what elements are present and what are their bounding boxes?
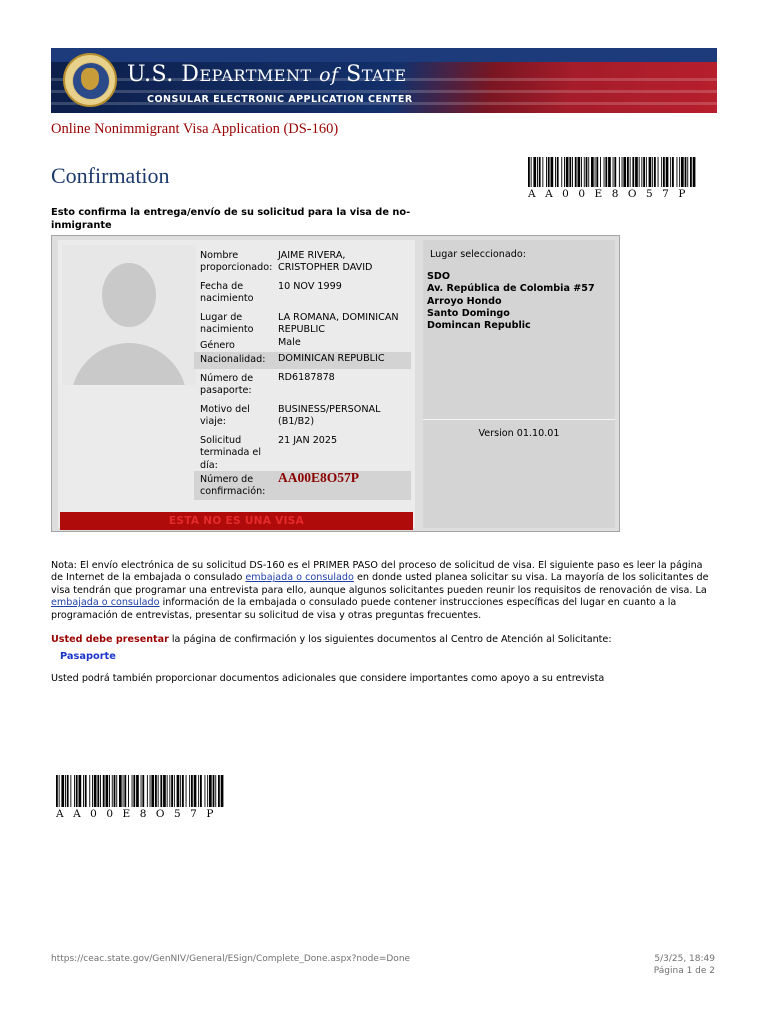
barcode-bar	[89, 775, 90, 807]
address-line: SDO	[427, 271, 451, 282]
barcode-bar	[151, 775, 154, 807]
field-nationality	[194, 352, 411, 369]
barcode-bar	[198, 775, 199, 807]
barcode-bar	[103, 775, 105, 807]
barcode-bar	[189, 775, 190, 807]
barcode-bar	[141, 775, 142, 807]
barcode-bar	[70, 775, 71, 807]
field-value: Male	[278, 337, 301, 348]
barcode-bar	[619, 157, 620, 187]
barcode-bar	[59, 775, 60, 807]
barcode-bar	[539, 157, 541, 187]
barcode-bar	[100, 775, 101, 807]
field-completed-date	[194, 429, 411, 471]
department-seal-icon	[63, 53, 117, 107]
barcode-top	[528, 157, 696, 200]
applicant-photo	[62, 245, 196, 385]
field-value: JAIME RIVERA, CRISTOPHER DAVID	[278, 250, 373, 274]
barcode-bar	[537, 157, 538, 187]
embassy-link[interactable]: embajada o consulado	[245, 572, 354, 584]
barcode-bar	[171, 775, 173, 807]
barcode-bar	[133, 775, 135, 807]
barcode-bar	[693, 157, 696, 187]
barcode-bar	[128, 775, 129, 807]
field-passport	[194, 369, 411, 401]
barcode-bars	[528, 157, 696, 187]
barcode-bar	[551, 157, 554, 187]
barcode-bar	[572, 157, 573, 187]
footer-url: https://ceac.state.gov/GenNIV/General/ESign/Complete_Done.aspx?node=Done	[51, 954, 411, 964]
field-label: Motivo del viaje:	[200, 404, 250, 428]
field-value: BUSINESS/PERSONAL (B1/B2)	[278, 404, 381, 428]
present-emphasis: Usted debe presentar	[51, 634, 169, 645]
barcode-bar	[136, 775, 139, 807]
barcode-bar	[623, 157, 626, 187]
barcode-bar	[600, 157, 601, 187]
barcode-bar	[79, 775, 82, 807]
barcode-bar	[575, 157, 577, 187]
barcode-bar	[213, 775, 215, 807]
barcode-bar	[666, 157, 669, 187]
field-birth-date	[194, 278, 411, 309]
barcode-bar	[641, 157, 642, 187]
barcode-bar	[614, 157, 616, 187]
barcode-bar	[177, 775, 180, 807]
field-label: Número de pasaporte:	[200, 373, 254, 397]
barcode-bar	[654, 157, 656, 187]
barcode-bar	[169, 775, 170, 807]
field-value: DOMINICAN REPUBLIC	[278, 353, 385, 364]
barcode-bar	[546, 157, 547, 187]
barcode-bar	[528, 157, 530, 187]
barcode-bar	[632, 157, 634, 187]
barcode-bar	[643, 157, 645, 187]
barcode-bar	[608, 157, 611, 187]
footer-meta	[654, 954, 715, 977]
barcode-bar	[591, 157, 594, 187]
embassy-link[interactable]: embajada o consulado	[51, 597, 160, 609]
barcode-bar	[561, 157, 562, 187]
location-address	[427, 271, 595, 332]
barcode-bar	[155, 775, 157, 807]
barcode-bar	[167, 775, 168, 807]
present-instructions: Usted debe presentar la página de confirmación y los siguientes documentos al Centro de Atención al Solicitante:	[51, 634, 612, 645]
barcode-bar	[581, 157, 582, 187]
barcode-bar	[652, 157, 653, 187]
barcode-bar	[215, 775, 216, 807]
barcode-bar	[635, 157, 638, 187]
required-document: Pasaporte	[60, 651, 116, 662]
print-datetime: 5/3/25, 18:49	[654, 954, 715, 964]
field-label: Género	[200, 340, 235, 351]
barcode-bar	[123, 775, 124, 807]
barcode-bar	[205, 775, 206, 807]
address-line: Domincan Republic	[427, 320, 531, 332]
barcode-bar	[119, 775, 122, 807]
barcode-bar	[74, 775, 75, 807]
barcode-bar	[180, 775, 181, 807]
barcode-bar	[200, 775, 202, 807]
barcode-bar	[557, 157, 559, 187]
barcode-bar	[569, 157, 571, 187]
barcode-bar	[97, 775, 99, 807]
barcode-bar	[584, 157, 585, 187]
barcode-bar	[85, 775, 87, 807]
note-paragraph: Nota: El envío electrónica de su solicitud DS-160 es el PRIMER PASO del proceso de solicitud de visa. El siguiente paso es leer la página de Internet de la embajada o consulado embajada o consulado en donde usted planea solicitar su visa. La mayoría de los solicitantes de visa tendrán que programar una entrevista para ello, aunque algunos solicitantes pueden reunir los requisitos de renovación de visa. La embajada o consulado información de la embajada o consulado puede contener instrucciones específicas del lugar en cuanto a la programación de entrevistas, presentar su solicitud de visa y otras preguntas frecuentes.	[51, 560, 709, 621]
barcode-bar	[65, 775, 66, 807]
barcode-bar	[182, 775, 184, 807]
barcode-bar	[92, 775, 93, 807]
center-subtitle: CONSULAR ELECTRONIC APPLICATION CENTER	[147, 94, 413, 105]
panel-divider	[423, 419, 615, 420]
field-gender	[194, 337, 411, 352]
barcode-bar	[658, 157, 659, 187]
barcode-bar	[191, 775, 193, 807]
barcode-bar	[588, 157, 589, 187]
page-number: Página 1 de 2	[653, 965, 715, 976]
field-label: Número de confirmación:	[200, 474, 266, 498]
barcode-bar	[61, 775, 64, 807]
application-title: Online Nonimmigrant Visa Application (DS-160)	[51, 121, 339, 137]
barcode-bar	[548, 157, 550, 187]
field-label: Lugar de nacimiento	[200, 312, 254, 336]
address-line: Santo Domingo	[427, 307, 510, 319]
banner-stripe	[51, 90, 717, 93]
department-title: U.S. DEPARTMENT of STATE	[127, 62, 407, 87]
barcode-bar	[685, 157, 687, 187]
barcode-bar	[555, 157, 556, 187]
barcode-bar	[649, 157, 652, 187]
field-label: Nacionalidad:	[200, 354, 266, 365]
field-birth-place	[194, 309, 411, 337]
barcode-bar	[76, 775, 78, 807]
barcode-bar	[94, 775, 97, 807]
address-line: Arroyo Hondo	[427, 295, 502, 307]
barcode-bar	[533, 157, 536, 187]
barcode-bar	[672, 157, 674, 187]
intro-text: Esto confirma la entrega/envío de su solicitud para la visa de no-inmigrante	[51, 207, 411, 231]
barcode-bar	[160, 775, 162, 807]
barcode-bar	[542, 157, 543, 187]
confirmation-number: AA00E8O57P	[278, 470, 359, 485]
barcode-bar	[690, 157, 692, 187]
barcode-bar	[150, 775, 151, 807]
not-a-visa-banner: ESTA NO ES UNA VISA	[60, 512, 413, 530]
barcode-bar	[639, 157, 640, 187]
barcode-bar	[596, 157, 598, 187]
barcode-bar	[630, 157, 631, 187]
barcode-bar	[116, 775, 117, 807]
barcode-bar	[112, 775, 113, 807]
barcode-bar	[586, 157, 588, 187]
barcode-bar	[663, 157, 665, 187]
barcode-bar	[142, 775, 144, 807]
barcode-text: AA00E8O57P	[56, 808, 223, 820]
header-banner	[51, 48, 717, 113]
barcode-bars	[56, 775, 224, 807]
field-value: 21 JAN 2025	[278, 435, 338, 446]
field-label: Nombre proporcionado:	[200, 250, 273, 274]
barcode-bar	[67, 775, 69, 807]
barcode-bar	[209, 775, 212, 807]
additional-documents-text: Usted podrá también proporcionar documentos adicionales que considere importantes como apoyo a su entrevista	[51, 673, 605, 684]
barcode-bar	[604, 157, 605, 187]
barcode-bar	[207, 775, 208, 807]
barcode-bar	[147, 775, 148, 807]
barcode-bar	[132, 775, 133, 807]
field-travel-purpose	[194, 401, 411, 429]
barcode-bar	[56, 775, 58, 807]
barcode-bar	[627, 157, 629, 187]
barcode-bar	[578, 157, 581, 187]
location-panel	[423, 240, 615, 528]
applicant-panel	[58, 240, 415, 528]
field-value: RD6187878	[278, 372, 335, 383]
barcode-bar	[646, 157, 647, 187]
barcode-bar	[605, 157, 607, 187]
barcode-bar	[670, 157, 671, 187]
field-label: Fecha de nacimiento	[200, 281, 254, 305]
barcode-bar	[174, 775, 175, 807]
barcode-bar	[109, 775, 110, 807]
barcode-bar	[679, 157, 680, 187]
barcode-bar	[106, 775, 109, 807]
barcode-bar	[622, 157, 623, 187]
barcode-text: AA00E8O57P	[528, 188, 695, 200]
address-line: Av. República de Colombia #57	[427, 283, 595, 295]
barcode-bar	[687, 157, 688, 187]
barcode-bar	[564, 157, 565, 187]
barcode-bar	[158, 775, 159, 807]
barcode-bar	[681, 157, 684, 187]
field-value: 10 NOV 1999	[278, 281, 342, 292]
field-name	[194, 245, 411, 278]
barcode-bottom	[56, 775, 224, 820]
barcode-bar	[124, 775, 126, 807]
confirmation-card	[51, 235, 620, 532]
barcode-bar	[186, 775, 187, 807]
barcode-bar	[661, 157, 662, 187]
field-value: LA ROMANA, DOMINICAN REPUBLIC	[278, 312, 399, 336]
location-label: Lugar seleccionado:	[430, 249, 526, 260]
barcode-bar	[595, 157, 596, 187]
barcode-bar	[114, 775, 116, 807]
barcode-bar	[677, 157, 678, 187]
barcode-bar	[83, 775, 84, 807]
barcode-bar	[613, 157, 614, 187]
barcode-bar	[218, 775, 220, 807]
barcode-bar	[163, 775, 166, 807]
page-title: Confirmation	[51, 163, 170, 188]
version-text: Version 01.10.01	[478, 428, 560, 439]
barcode-bar	[221, 775, 224, 807]
banner-top-strip	[51, 48, 717, 62]
barcode-bar	[531, 157, 532, 187]
field-label: Solicitud terminada el día:	[200, 435, 261, 471]
field-confirmation	[194, 471, 411, 500]
barcode-bar	[194, 775, 197, 807]
barcode-bar	[566, 157, 569, 187]
